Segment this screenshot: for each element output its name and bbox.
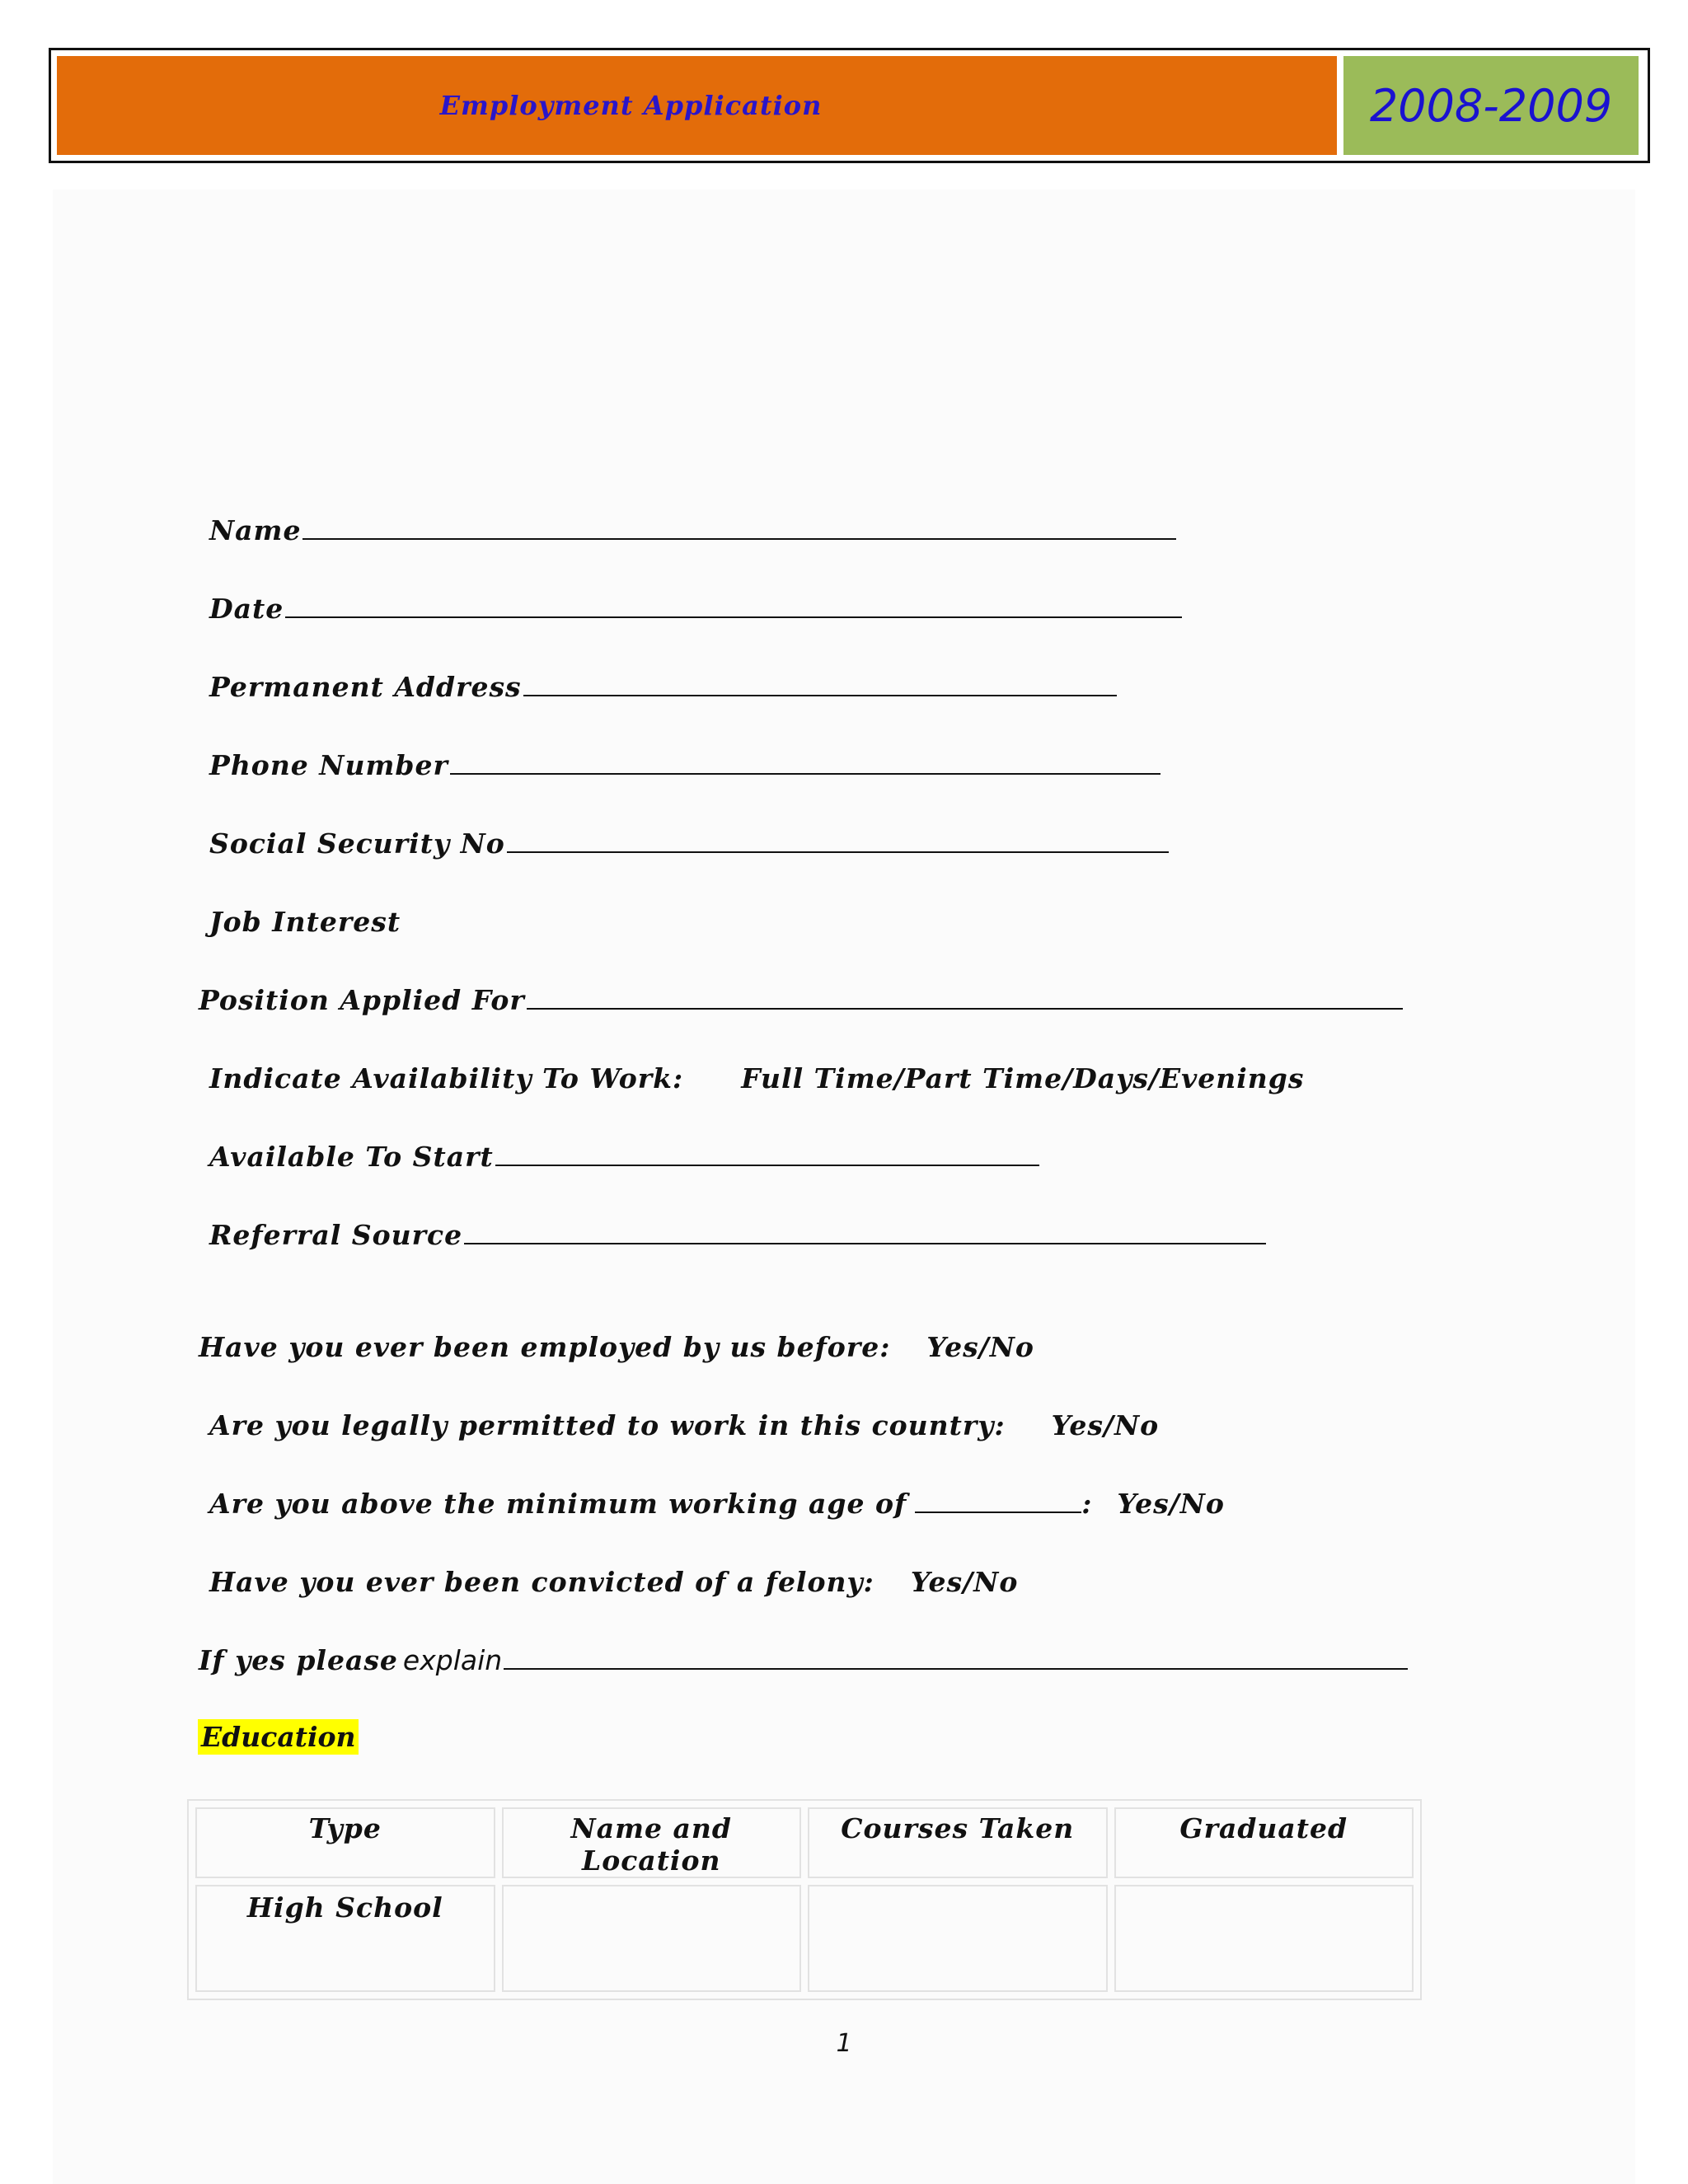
permanent-address-label: Permanent Address (209, 671, 522, 703)
explain-label: If yes please (199, 1644, 398, 1676)
phone-number-line[interactable] (450, 772, 1160, 775)
document-year: 2008-2009 (1369, 79, 1613, 132)
minimum-age-question (209, 1488, 1225, 1520)
minimum-age-colon: : (1081, 1488, 1093, 1520)
availability-label: Indicate Availability To Work: (209, 1062, 684, 1094)
cell-graduated[interactable] (1114, 1885, 1414, 1992)
date-line[interactable] (285, 616, 1182, 618)
minimum-age-line[interactable] (915, 1511, 1081, 1513)
cell-courses[interactable] (808, 1885, 1108, 1992)
education-header-row (195, 1807, 1414, 1878)
legally-permitted-question (209, 1409, 1159, 1441)
minimum-age-label: Are you above the minimum working age of (209, 1488, 907, 1520)
permanent-address-field[interactable] (209, 671, 1117, 703)
explain-label-plain: explain (402, 1644, 503, 1676)
header-year-box (1343, 56, 1639, 155)
availability-options[interactable]: Full Time/Part Time/Days/Evenings (741, 1062, 1305, 1094)
table-row (195, 1885, 1414, 1992)
date-field[interactable] (209, 593, 1182, 625)
date-label: Date (209, 593, 284, 625)
education-table (187, 1799, 1422, 2000)
referral-source-field[interactable] (209, 1219, 1266, 1251)
employed-before-question (199, 1331, 1034, 1363)
position-applied-field[interactable] (199, 984, 1403, 1016)
column-header-name-location: Name and Location (502, 1807, 802, 1878)
available-to-start-label: Available To Start (209, 1141, 494, 1173)
education-heading: Education (198, 1719, 359, 1755)
explain-line[interactable] (504, 1667, 1408, 1670)
legally-permitted-yes-no[interactable]: Yes/No (1051, 1409, 1160, 1441)
employed-before-label: Have you ever been employed by us before: (199, 1331, 891, 1363)
ssn-line[interactable] (507, 851, 1169, 853)
felony-question (209, 1566, 1018, 1598)
column-header-courses: Courses Taken (808, 1807, 1108, 1878)
permanent-address-line[interactable] (523, 694, 1117, 696)
name-label: Name (209, 514, 302, 546)
header-title-box (57, 56, 1340, 155)
name-line[interactable] (302, 537, 1176, 540)
cell-type: High School (195, 1885, 495, 1992)
column-header-graduated: Graduated (1114, 1807, 1414, 1878)
job-interest-heading: Job Interest (209, 906, 401, 938)
phone-number-label: Phone Number (209, 749, 448, 781)
ssn-label: Social Security No (209, 827, 505, 860)
page-number: 1 (836, 2029, 852, 2058)
availability-field (209, 1062, 1304, 1094)
position-applied-line[interactable] (527, 1007, 1403, 1010)
employed-before-yes-no[interactable]: Yes/No (926, 1331, 1034, 1363)
available-to-start-line[interactable] (495, 1164, 1039, 1166)
cell-name-location[interactable] (502, 1885, 802, 1992)
felony-yes-no[interactable]: Yes/No (910, 1566, 1019, 1598)
available-to-start-field[interactable] (209, 1141, 1039, 1173)
header-banner (49, 48, 1650, 163)
explain-field[interactable] (199, 1644, 1408, 1676)
legally-permitted-label: Are you legally permitted to work in this country: (209, 1409, 1006, 1441)
ssn-field[interactable] (209, 827, 1169, 860)
position-applied-label: Position Applied For (199, 984, 525, 1016)
document-title: Employment Application (439, 90, 823, 121)
minimum-age-yes-no[interactable]: Yes/No (1117, 1488, 1225, 1520)
name-field[interactable] (209, 514, 1176, 546)
referral-source-line[interactable] (464, 1242, 1266, 1244)
referral-source-label: Referral Source (209, 1219, 463, 1251)
phone-number-field[interactable] (209, 749, 1160, 781)
column-header-type: Type (195, 1807, 495, 1878)
felony-label: Have you ever been convicted of a felony: (209, 1566, 874, 1598)
